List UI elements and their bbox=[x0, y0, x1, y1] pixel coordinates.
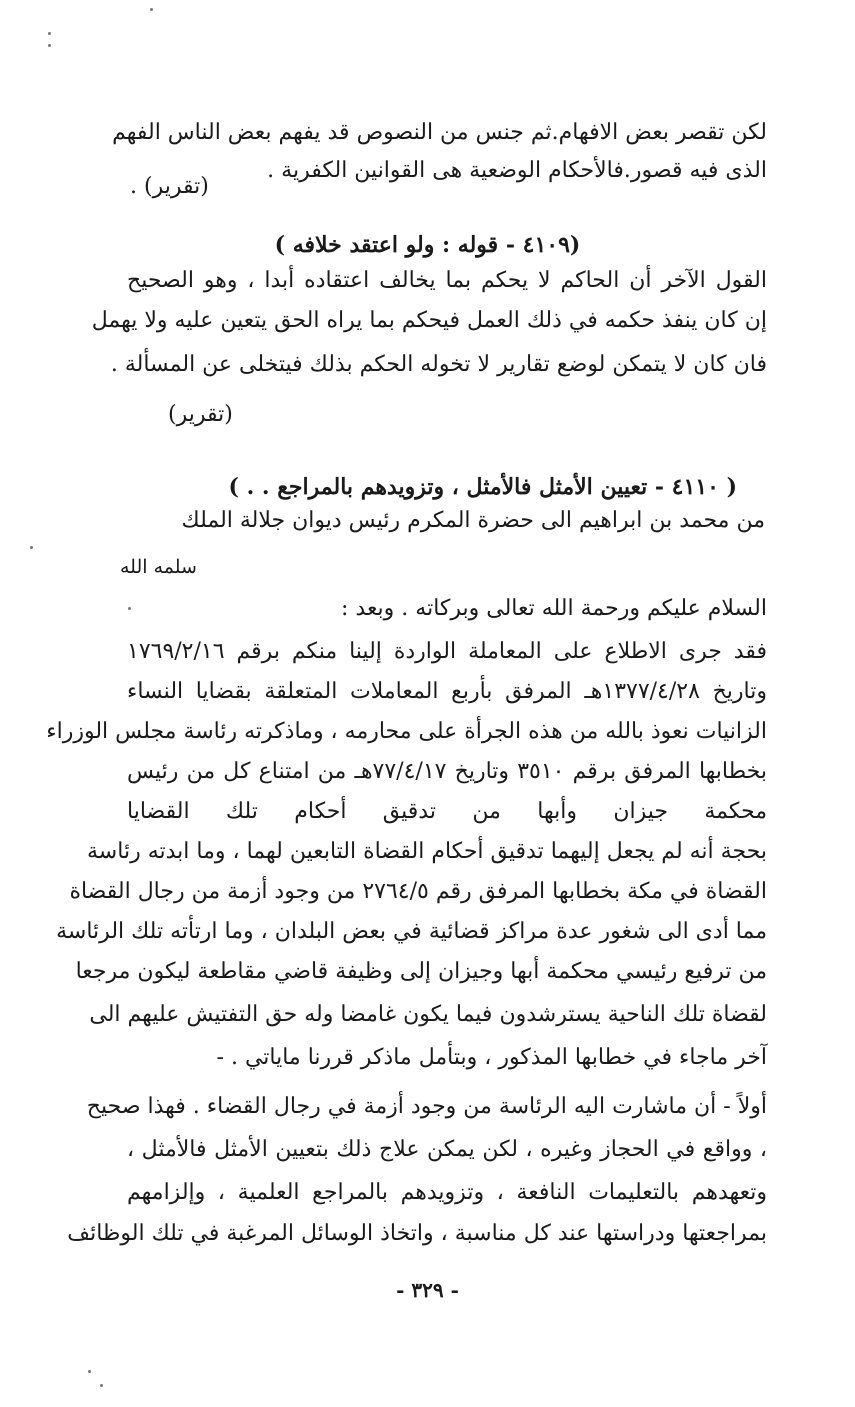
scan-speck bbox=[128, 607, 131, 610]
scan-speck bbox=[48, 44, 51, 47]
paragraph-line: آخر ماجاء في خطابها المذكور ، وبتأمل ماذكر قررنا ماياتي . - bbox=[216, 1045, 767, 1070]
paragraph-line: وتعهدهم بالتعليمات النافعة ، وتزويدهم بالمراجع العلمية ، وإلزامهم bbox=[127, 1180, 767, 1205]
scan-speck bbox=[150, 8, 153, 11]
paragraph-line: أولاً - أن ماشارت اليه الرئاسة من وجود أزمة في رجال القضاء . فهذا صحيح bbox=[86, 1094, 767, 1119]
paragraph-line: الزانيات نعوذ بالله من هذه الجرأة على محارمه ، وماذكرته رئاسة مجلس الوزراء bbox=[46, 719, 767, 744]
section-heading: (٤١٠٩ - قوله : ولو اعتقد خلافه ) bbox=[274, 232, 581, 258]
paragraph-line: من ترفيع رئيسي محكمة أبها وجيزان إلى وظيفة قاضي مقاطعة ليكون مرجعا bbox=[75, 959, 767, 984]
source-note: (تقرير) bbox=[168, 402, 233, 427]
scan-speck bbox=[100, 1384, 103, 1387]
section-heading: ( ٤١١٠ - تعيين الأمثل فالأمثل ، وتزويدهم بالمراجع . . ) bbox=[228, 474, 737, 500]
scan-speck bbox=[30, 546, 33, 549]
paragraph-line: إن كان ينفذ حكمه في ذلك العمل فيحكم بما يراه الحق يتعين عليه ولا يهمل bbox=[91, 308, 767, 333]
letter-greeting: السلام عليكم ورحمة الله تعالى وبركاته . وبعد : bbox=[340, 596, 767, 621]
page-number: - ٣٢٩ - bbox=[396, 1278, 459, 1302]
paragraph-line: فقد جرى الاطلاع على المعاملة الواردة إلينا منكم برقم ١٧٦٩/٢/١٦ bbox=[127, 639, 767, 664]
paragraph-line: ، وواقع في الحجاز وغيره ، لكن يمكن علاج ذلك بتعيين الأمثل فالأمثل ، bbox=[127, 1137, 767, 1162]
paragraph-line: مما أدى الى شغور عدة مراكز قضائية في بعض البلدان ، وما ارتأته تلك الرئاسة bbox=[56, 919, 767, 944]
paragraph-line: فان كان لا يتمكن لوضع تقارير لا تخوله الحكم بذلك فيتخلى عن المسألة . bbox=[110, 352, 767, 377]
paragraph-line: الذى فيه قصور.فالأحكام الوضعية هى القوانين الكفرية . bbox=[267, 158, 767, 183]
scan-speck bbox=[88, 1370, 91, 1373]
paragraph-line: محكمة جيزان وأبها من تدقيق أحكام تلك القضايا bbox=[127, 799, 767, 824]
paragraph-line: لكن تقصر بعض الافهام.ثم جنس من النصوص قد يفهم بعض الناس الفهم bbox=[112, 120, 767, 145]
scan-speck bbox=[48, 32, 51, 35]
letter-blessing: سلمه الله bbox=[120, 556, 197, 578]
paragraph-line: لقضاة تلك الناحية يسترشدون فيما يكون غامضا وله حق التفتيش عليهم الى bbox=[89, 1002, 767, 1027]
paragraph-line: القول الآخر أن الحاكم لا يحكم بما يخالف اعتقاده أبدا ، وهو الصحيح bbox=[127, 268, 767, 293]
paragraph-line: وتاريخ ١٣٧٧/٤/٢٨هـ المرفق بأربع المعاملات المتعلقة بقضايا النساء bbox=[127, 679, 767, 704]
paragraph-line: بخطابها المرفق برقم ٣٥١٠ وتاريخ ٧٧/٤/١٧هـ من امتناع كل من رئيس bbox=[127, 759, 767, 784]
source-note: (تقرير) . bbox=[130, 174, 209, 199]
paragraph-line: بحجة أنه لم يجعل إليهما تدقيق أحكام القضاة التابعين لهما ، وما ابدته رئاسة bbox=[87, 839, 767, 864]
letter-from-line: من محمد بن ابراهيم الى حضرة المكرم رئيس ديوان جلالة الملك bbox=[181, 508, 765, 533]
paragraph-line: القضاة في مكة بخطابها المرفق رقم ٢٧٦٤/٥ من وجود أزمة من رجال القضاة bbox=[69, 879, 767, 904]
paragraph-line: بمراجعتها ودراستها عند كل مناسبة ، واتخاذ الوسائل المرغبة في تلك الوظائف bbox=[67, 1221, 767, 1246]
